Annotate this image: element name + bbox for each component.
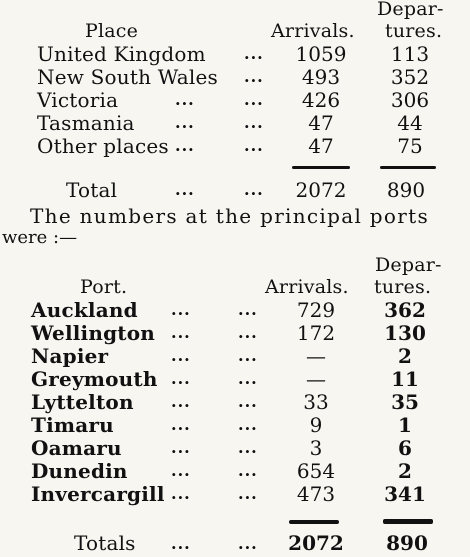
table1-leader-dots: ...	[175, 136, 195, 155]
table1-leader-dots: ...	[244, 180, 264, 199]
table1-leader-dots: ...	[175, 113, 195, 132]
table1-departures: 352	[390, 65, 430, 89]
table2-port: Invercargill	[31, 482, 165, 506]
table2-leader-dots: ...	[238, 415, 258, 434]
table2-header-port: Port.	[80, 276, 128, 298]
table2-departures: 1	[398, 413, 412, 437]
table2-leader-dots: ...	[238, 534, 258, 553]
table2-leader-dots: ...	[238, 484, 258, 503]
table2-header-departures-line2: tures.	[374, 276, 432, 298]
paragraph-line1: The numbers at the principal ports	[30, 204, 430, 228]
table2-port: Auckland	[31, 298, 138, 322]
table2-total-departures: 890	[386, 531, 428, 555]
table1-arrivals: 1059	[295, 42, 347, 66]
table1-arrivals: 47	[308, 111, 334, 135]
table2-port: Greymouth	[31, 367, 158, 391]
table2-departures: 2	[398, 459, 412, 483]
table1-departures-total-rule	[380, 166, 436, 169]
table1-total-departures: 890	[386, 178, 426, 202]
table2-leader-dots: ...	[171, 323, 191, 342]
table1-leader-dots: ...	[175, 180, 195, 199]
table1-place: United Kingdom	[37, 42, 206, 66]
table2-arrivals: 9	[309, 413, 323, 437]
table2-arrivals: 172	[296, 321, 336, 345]
table2-leader-dots: ...	[171, 438, 191, 457]
table1-place: New South Wales	[37, 65, 218, 89]
table2-port: Timaru	[31, 413, 114, 437]
table2-leader-dots: ...	[238, 346, 258, 365]
table2-header-departures-line1: Depar-	[375, 254, 442, 276]
table2-port: Oamaru	[31, 436, 122, 460]
table2-leader-dots: ...	[171, 461, 191, 480]
table2-leader-dots: ...	[238, 323, 258, 342]
table2-leader-dots: ...	[171, 484, 191, 503]
table2-leader-dots: ...	[171, 346, 191, 365]
table1-leader-dots: ...	[244, 67, 264, 86]
table1-arrivals: 47	[308, 134, 334, 158]
table2-departures: 362	[384, 298, 426, 322]
table2-leader-dots: ...	[238, 300, 258, 319]
paragraph-line2: were :—	[2, 227, 78, 248]
table2-leader-dots: ...	[238, 392, 258, 411]
table1-place: Victoria	[37, 88, 119, 112]
table2-total-arrivals: 2072	[288, 531, 344, 555]
table2-leader-dots: ...	[171, 534, 191, 553]
table2-arrivals: 729	[296, 298, 336, 322]
table2-leader-dots: ...	[238, 461, 258, 480]
table2-leader-dots: ...	[171, 392, 191, 411]
table2-departures: 11	[391, 367, 419, 391]
table2-port: Dunedin	[31, 459, 128, 483]
table1-departures: 75	[397, 134, 423, 158]
table2-arrivals-total-rule	[289, 520, 339, 524]
table2-arrivals: 654	[296, 459, 336, 483]
table1-departures: 113	[390, 42, 430, 66]
table1-leader-dots: ...	[244, 90, 264, 109]
table1-header-departures-line2: tures.	[385, 20, 443, 42]
table2-arrivals: —	[306, 367, 326, 391]
table1-leader-dots: ...	[244, 113, 264, 132]
table2-departures-total-rule	[383, 519, 433, 524]
table1-total-arrivals: 2072	[295, 178, 347, 202]
table1-place: Tasmania	[37, 111, 135, 135]
table2-port: Wellington	[31, 321, 155, 345]
table2-departures: 35	[391, 390, 419, 414]
table1-total-label: Total	[66, 178, 118, 202]
table2-departures: 130	[384, 321, 426, 345]
table2-departures: 341	[384, 482, 426, 506]
table1-arrivals: 493	[301, 65, 341, 89]
table2-arrivals: —	[306, 344, 326, 368]
table2-leader-dots: ...	[238, 438, 258, 457]
table1-leader-dots: ...	[175, 90, 195, 109]
table2-departures: 6	[398, 436, 412, 460]
table2-leader-dots: ...	[171, 415, 191, 434]
table2-arrivals: 33	[303, 390, 329, 414]
table1-header-arrivals: Arrivals.	[271, 20, 355, 42]
table1-departures: 44	[397, 111, 423, 135]
table1-place: Other places	[37, 134, 169, 158]
table1-arrivals: 426	[301, 88, 341, 112]
table1-departures: 306	[390, 88, 430, 112]
table1-arrivals-total-rule	[292, 166, 350, 169]
table2-arrivals: 473	[296, 482, 336, 506]
table2-header-arrivals: Arrivals.	[265, 276, 349, 298]
table2-port: Napier	[31, 344, 109, 368]
table2-port: Lyttelton	[31, 390, 134, 414]
table1-leader-dots: ...	[244, 136, 264, 155]
table2-leader-dots: ...	[171, 369, 191, 388]
table1-header-departures-line1: Depar-	[377, 0, 444, 20]
table1-leader-dots: ...	[244, 44, 264, 63]
table2-leader-dots: ...	[171, 300, 191, 319]
table2-leader-dots: ...	[238, 369, 258, 388]
table1-header-place: Place	[85, 20, 139, 42]
table2-arrivals: 3	[309, 436, 323, 460]
table2-departures: 2	[398, 344, 412, 368]
table2-total-label: Totals	[74, 531, 136, 555]
